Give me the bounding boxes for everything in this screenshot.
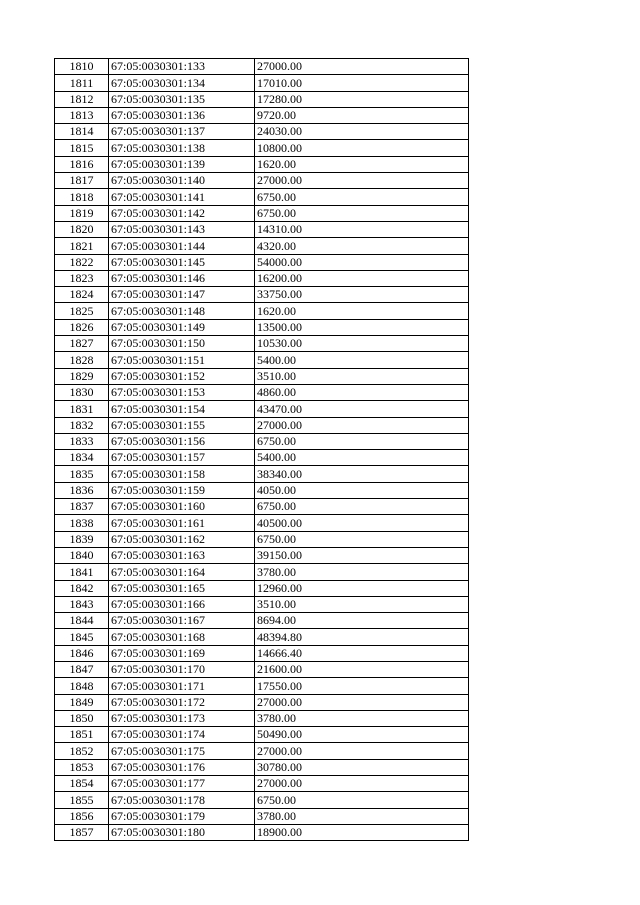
cadastral-number-cell: 67:05:0030301:136 (109, 107, 255, 123)
value-cell: 6750.00 (255, 189, 469, 205)
row-number-cell: 1847 (55, 661, 109, 677)
value-cell: 6750.00 (255, 205, 469, 221)
table-row (55, 450, 469, 466)
table-row (55, 59, 469, 75)
row-number-cell: 1822 (55, 254, 109, 270)
value-cell: 18900.00 (255, 824, 469, 840)
table-row (55, 499, 469, 515)
value-cell: 27000.00 (255, 694, 469, 710)
cadastral-number-cell: 67:05:0030301:176 (109, 759, 255, 775)
table-row (55, 515, 469, 531)
value-cell: 30780.00 (255, 759, 469, 775)
table-row (55, 824, 469, 840)
value-cell: 1620.00 (255, 303, 469, 319)
table-row (55, 613, 469, 629)
value-cell: 48394.80 (255, 629, 469, 645)
cadastral-number-cell: 67:05:0030301:155 (109, 417, 255, 433)
table-row (55, 710, 469, 726)
table-row (55, 531, 469, 547)
row-number-cell: 1853 (55, 759, 109, 775)
cadastral-number-cell: 67:05:0030301:168 (109, 629, 255, 645)
value-cell: 17280.00 (255, 91, 469, 107)
cadastral-number-cell: 67:05:0030301:159 (109, 482, 255, 498)
row-number-cell: 1821 (55, 238, 109, 254)
table-row (55, 564, 469, 580)
table-row (55, 319, 469, 335)
cadastral-number-cell: 67:05:0030301:163 (109, 547, 255, 563)
table-row (55, 205, 469, 221)
row-number-cell: 1814 (55, 124, 109, 140)
value-cell: 3510.00 (255, 596, 469, 612)
table-row (55, 189, 469, 205)
value-cell: 3510.00 (255, 368, 469, 384)
table-body (55, 59, 469, 841)
row-number-cell: 1836 (55, 482, 109, 498)
row-number-cell: 1823 (55, 270, 109, 286)
cadastral-number-cell: 67:05:0030301:180 (109, 824, 255, 840)
row-number-cell: 1856 (55, 808, 109, 824)
cadastral-number-cell: 67:05:0030301:152 (109, 368, 255, 384)
row-number-cell: 1815 (55, 140, 109, 156)
value-cell: 50490.00 (255, 727, 469, 743)
value-cell: 6750.00 (255, 531, 469, 547)
table-row (55, 254, 469, 270)
table-row (55, 678, 469, 694)
row-number-cell: 1833 (55, 433, 109, 449)
table-row (55, 336, 469, 352)
value-cell: 3780.00 (255, 710, 469, 726)
cadastral-number-cell: 67:05:0030301:173 (109, 710, 255, 726)
value-cell: 54000.00 (255, 254, 469, 270)
cadastral-number-cell: 67:05:0030301:134 (109, 75, 255, 91)
table-row (55, 401, 469, 417)
value-cell: 27000.00 (255, 59, 469, 75)
row-number-cell: 1812 (55, 91, 109, 107)
value-cell: 6750.00 (255, 792, 469, 808)
cadastral-number-cell: 67:05:0030301:140 (109, 173, 255, 189)
value-cell: 27000.00 (255, 173, 469, 189)
row-number-cell: 1851 (55, 727, 109, 743)
row-number-cell: 1818 (55, 189, 109, 205)
cadastral-number-cell: 67:05:0030301:137 (109, 124, 255, 140)
table-row (55, 352, 469, 368)
cadastral-number-cell: 67:05:0030301:135 (109, 91, 255, 107)
value-cell: 14666.40 (255, 645, 469, 661)
value-cell: 1620.00 (255, 156, 469, 172)
row-number-cell: 1824 (55, 287, 109, 303)
row-number-cell: 1810 (55, 59, 109, 75)
row-number-cell: 1829 (55, 368, 109, 384)
row-number-cell: 1840 (55, 547, 109, 563)
value-cell: 27000.00 (255, 743, 469, 759)
row-number-cell: 1816 (55, 156, 109, 172)
value-cell: 13500.00 (255, 319, 469, 335)
value-cell: 4860.00 (255, 384, 469, 400)
table-row (55, 466, 469, 482)
cadastral-number-cell: 67:05:0030301:165 (109, 580, 255, 596)
value-cell: 5400.00 (255, 352, 469, 368)
value-cell: 4320.00 (255, 238, 469, 254)
row-number-cell: 1848 (55, 678, 109, 694)
table-row (55, 417, 469, 433)
cadastral-number-cell: 67:05:0030301:161 (109, 515, 255, 531)
row-number-cell: 1832 (55, 417, 109, 433)
value-cell: 14310.00 (255, 221, 469, 237)
value-cell: 38340.00 (255, 466, 469, 482)
row-number-cell: 1849 (55, 694, 109, 710)
row-number-cell: 1855 (55, 792, 109, 808)
cadastral-number-cell: 67:05:0030301:157 (109, 450, 255, 466)
value-cell: 3780.00 (255, 808, 469, 824)
row-number-cell: 1839 (55, 531, 109, 547)
row-number-cell: 1827 (55, 336, 109, 352)
table-row (55, 776, 469, 792)
table-row (55, 661, 469, 677)
cadastral-number-cell: 67:05:0030301:170 (109, 661, 255, 677)
row-number-cell: 1819 (55, 205, 109, 221)
row-number-cell: 1841 (55, 564, 109, 580)
value-cell: 17550.00 (255, 678, 469, 694)
row-number-cell: 1825 (55, 303, 109, 319)
row-number-cell: 1837 (55, 499, 109, 515)
cadastral-number-cell: 67:05:0030301:174 (109, 727, 255, 743)
cadastral-number-cell: 67:05:0030301:172 (109, 694, 255, 710)
table-row (55, 156, 469, 172)
cadastral-number-cell: 67:05:0030301:142 (109, 205, 255, 221)
cadastral-number-cell: 67:05:0030301:151 (109, 352, 255, 368)
value-cell: 3780.00 (255, 564, 469, 580)
value-cell: 17010.00 (255, 75, 469, 91)
table-row (55, 303, 469, 319)
table-row (55, 694, 469, 710)
cadastral-number-cell: 67:05:0030301:167 (109, 613, 255, 629)
table-row (55, 107, 469, 123)
row-number-cell: 1854 (55, 776, 109, 792)
value-cell: 12960.00 (255, 580, 469, 596)
value-cell: 40500.00 (255, 515, 469, 531)
table-row (55, 580, 469, 596)
cadastral-number-cell: 67:05:0030301:179 (109, 808, 255, 824)
value-cell: 27000.00 (255, 776, 469, 792)
cadastral-number-cell: 67:05:0030301:141 (109, 189, 255, 205)
table-row (55, 91, 469, 107)
row-number-cell: 1817 (55, 173, 109, 189)
table-row (55, 238, 469, 254)
row-number-cell: 1834 (55, 450, 109, 466)
table-row (55, 596, 469, 612)
table-row (55, 124, 469, 140)
cadastral-number-cell: 67:05:0030301:171 (109, 678, 255, 694)
cadastral-number-cell: 67:05:0030301:160 (109, 499, 255, 515)
table-row (55, 792, 469, 808)
cadastral-number-cell: 67:05:0030301:145 (109, 254, 255, 270)
cadastral-number-cell: 67:05:0030301:144 (109, 238, 255, 254)
value-cell: 9720.00 (255, 107, 469, 123)
table-row (55, 287, 469, 303)
cadastral-number-cell: 67:05:0030301:156 (109, 433, 255, 449)
value-cell: 10530.00 (255, 336, 469, 352)
cadastral-number-cell: 67:05:0030301:154 (109, 401, 255, 417)
row-number-cell: 1838 (55, 515, 109, 531)
cadastral-number-cell: 67:05:0030301:149 (109, 319, 255, 335)
row-number-cell: 1857 (55, 824, 109, 840)
value-cell: 39150.00 (255, 547, 469, 563)
value-cell: 8694.00 (255, 613, 469, 629)
row-number-cell: 1830 (55, 384, 109, 400)
cadastral-number-cell: 67:05:0030301:143 (109, 221, 255, 237)
table-row (55, 433, 469, 449)
table-row (55, 482, 469, 498)
value-cell: 5400.00 (255, 450, 469, 466)
row-number-cell: 1846 (55, 645, 109, 661)
cadastral-number-cell: 67:05:0030301:158 (109, 466, 255, 482)
row-number-cell: 1811 (55, 75, 109, 91)
table-row (55, 808, 469, 824)
table-row (55, 384, 469, 400)
table-row (55, 368, 469, 384)
cadastral-number-cell: 67:05:0030301:177 (109, 776, 255, 792)
row-number-cell: 1842 (55, 580, 109, 596)
value-cell: 43470.00 (255, 401, 469, 417)
cadastral-number-cell: 67:05:0030301:150 (109, 336, 255, 352)
table-row (55, 743, 469, 759)
cadastral-number-cell: 67:05:0030301:166 (109, 596, 255, 612)
table-row (55, 759, 469, 775)
row-number-cell: 1828 (55, 352, 109, 368)
value-cell: 27000.00 (255, 417, 469, 433)
cadastral-number-cell: 67:05:0030301:169 (109, 645, 255, 661)
value-cell: 6750.00 (255, 499, 469, 515)
table-row (55, 645, 469, 661)
value-cell: 24030.00 (255, 124, 469, 140)
cadastral-number-cell: 67:05:0030301:178 (109, 792, 255, 808)
table-row (55, 547, 469, 563)
row-number-cell: 1835 (55, 466, 109, 482)
value-cell: 6750.00 (255, 433, 469, 449)
row-number-cell: 1850 (55, 710, 109, 726)
cadastral-number-cell: 67:05:0030301:147 (109, 287, 255, 303)
row-number-cell: 1831 (55, 401, 109, 417)
cadastral-number-cell: 67:05:0030301:175 (109, 743, 255, 759)
cadastral-number-cell: 67:05:0030301:153 (109, 384, 255, 400)
table-row (55, 221, 469, 237)
cadastral-number-cell: 67:05:0030301:162 (109, 531, 255, 547)
table-row (55, 270, 469, 286)
table-row (55, 173, 469, 189)
cadastral-value-table (54, 58, 469, 841)
row-number-cell: 1844 (55, 613, 109, 629)
value-cell: 10800.00 (255, 140, 469, 156)
value-cell: 16200.00 (255, 270, 469, 286)
cadastral-number-cell: 67:05:0030301:146 (109, 270, 255, 286)
row-number-cell: 1813 (55, 107, 109, 123)
cadastral-number-cell: 67:05:0030301:139 (109, 156, 255, 172)
cadastral-number-cell: 67:05:0030301:148 (109, 303, 255, 319)
value-cell: 33750.00 (255, 287, 469, 303)
cadastral-number-cell: 67:05:0030301:138 (109, 140, 255, 156)
cadastral-number-cell: 67:05:0030301:164 (109, 564, 255, 580)
row-number-cell: 1826 (55, 319, 109, 335)
table-row (55, 75, 469, 91)
table-row (55, 140, 469, 156)
table-row (55, 629, 469, 645)
row-number-cell: 1845 (55, 629, 109, 645)
cadastral-number-cell: 67:05:0030301:133 (109, 59, 255, 75)
value-cell: 4050.00 (255, 482, 469, 498)
row-number-cell: 1820 (55, 221, 109, 237)
table-row (55, 727, 469, 743)
row-number-cell: 1852 (55, 743, 109, 759)
value-cell: 21600.00 (255, 661, 469, 677)
row-number-cell: 1843 (55, 596, 109, 612)
